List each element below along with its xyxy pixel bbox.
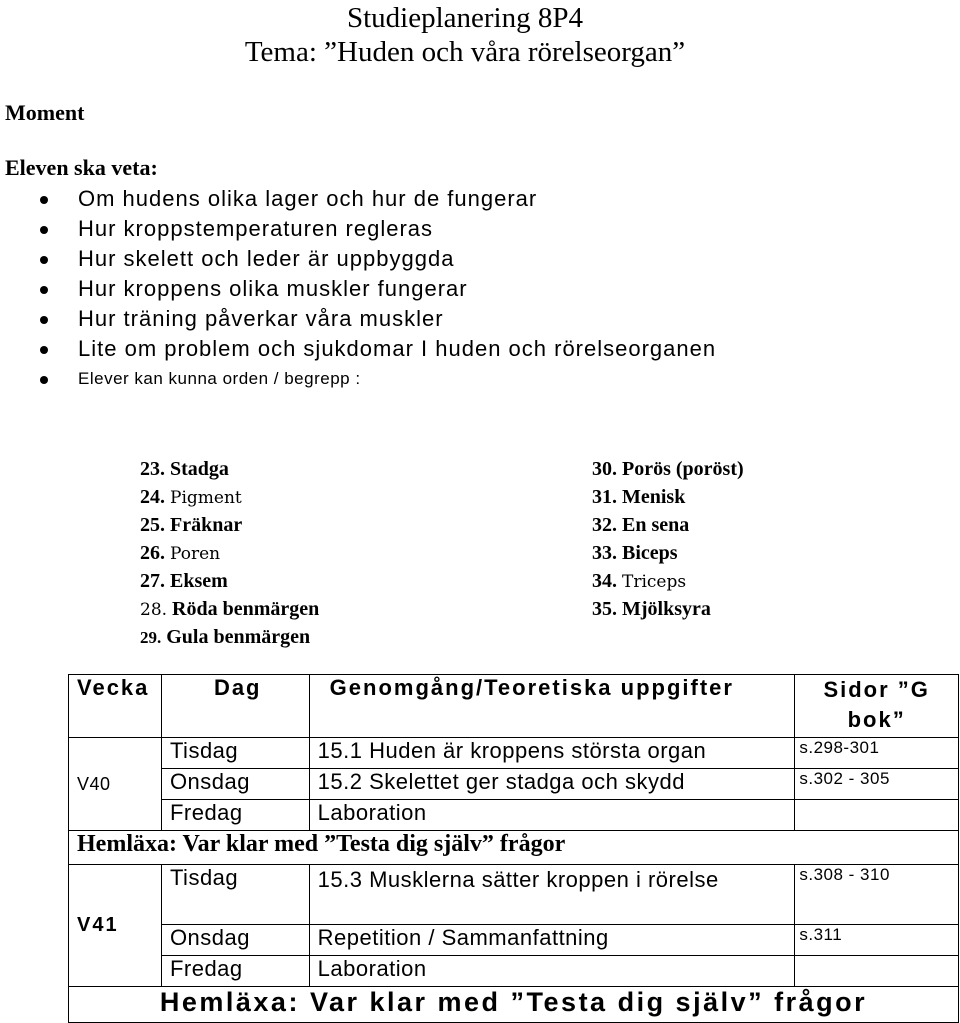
table-row [69,738,959,769]
term-item: 24. Pigment [140,486,242,508]
day-cell: Onsdag [161,769,309,800]
terms-list-left [140,455,319,651]
list-item: Elever kan kunna orden / begrepp : [38,364,716,394]
pages-cell [795,800,959,831]
list-item: Lite om problem och sjukdomar I huden och rörelseorganen [38,334,716,364]
homework-row [69,987,959,1023]
list-item: Hur träning påverkar våra muskler [38,304,716,334]
table-row [69,865,959,925]
header-topic: Genomgång/Teoretiska uppgifter [309,675,795,738]
table-header-row [69,675,959,738]
bullet-icon [40,226,48,234]
learning-goals-list [38,184,716,394]
list-item: Hur skelett och leder är uppbyggda [38,244,716,274]
header-pages: Sidor ”G bok” [795,675,959,738]
term-item: 33. Biceps [592,542,678,564]
term-item: 30. Porös (poröst) [592,458,744,480]
topic-cell: Repetition / Sammanfattning [309,925,795,956]
table-row [69,956,959,987]
homework-v41: Hemläxa: Var klar med ”Testa dig själv” frågor [69,987,959,1023]
list-item: Hur kroppstemperaturen regleras [38,214,716,244]
term-item: 34. Triceps [592,570,687,592]
term-item: 28. Röda benmärgen [140,598,320,620]
topic-cell: 15.2 Skelettet ger stadga och skydd [309,769,795,800]
pages-cell: s.311 [795,925,959,956]
term-item: 23. Stadga [140,458,229,480]
term-item: 29. Gula benmärgen [140,626,311,648]
table-row [69,800,959,831]
topic-cell: Laboration [309,800,795,831]
term-item: 32. En sena [592,514,690,536]
pages-cell: s.308 - 310 [795,865,959,925]
table-row [69,925,959,956]
term-item: 27. Eksem [140,570,228,592]
day-cell: Onsdag [161,925,309,956]
day-cell: Fredag [161,956,309,987]
table-row [69,769,959,800]
week-v41: V41 [69,865,162,987]
header-day: Dag [161,675,309,738]
term-item: 35. Mjölksyra [592,598,711,620]
topic-cell: 15.3 Musklerna sätter kroppen i rörelse [309,865,795,925]
bullet-icon [40,286,48,294]
term-item: 25. Fräknar [140,514,243,536]
topic-cell: Laboration [309,956,795,987]
pages-cell [795,956,959,987]
schedule-table [68,674,959,1023]
page-theme: Tema: ”Huden och våra rörelseorgan” [244,36,686,68]
homework-row [69,831,959,865]
bullet-icon [40,196,48,204]
topic-cell: 15.1 Huden är kroppens största organ [309,738,795,769]
term-item: 31. Menisk [592,486,686,508]
term-item: 26. Poren [140,542,221,564]
pages-cell: s.302 - 305 [795,769,959,800]
list-item: Om hudens olika lager och hur de fungerar [38,184,716,214]
day-cell: Tisdag [161,865,309,925]
homework-v40: Hemläxa: Var klar med ”Testa dig själv” frågor [69,831,959,865]
page-title: Studieplanering 8P4 [346,2,583,34]
bullet-icon [40,256,48,264]
list-item: Hur kroppens olika muskler fungerar [38,274,716,304]
week-v40: V40 [69,738,162,831]
bullet-icon [40,346,48,354]
day-cell: Tisdag [161,738,309,769]
header-week: Vecka [69,675,162,738]
moment-heading: Moment [5,100,85,125]
day-cell: Fredag [161,800,309,831]
bullet-icon [40,376,48,384]
bullet-icon [40,316,48,324]
terms-list-right [592,455,744,623]
eleven-ska-veta-heading: Eleven ska veta: [5,155,158,180]
pages-cell: s.298-301 [795,738,959,769]
